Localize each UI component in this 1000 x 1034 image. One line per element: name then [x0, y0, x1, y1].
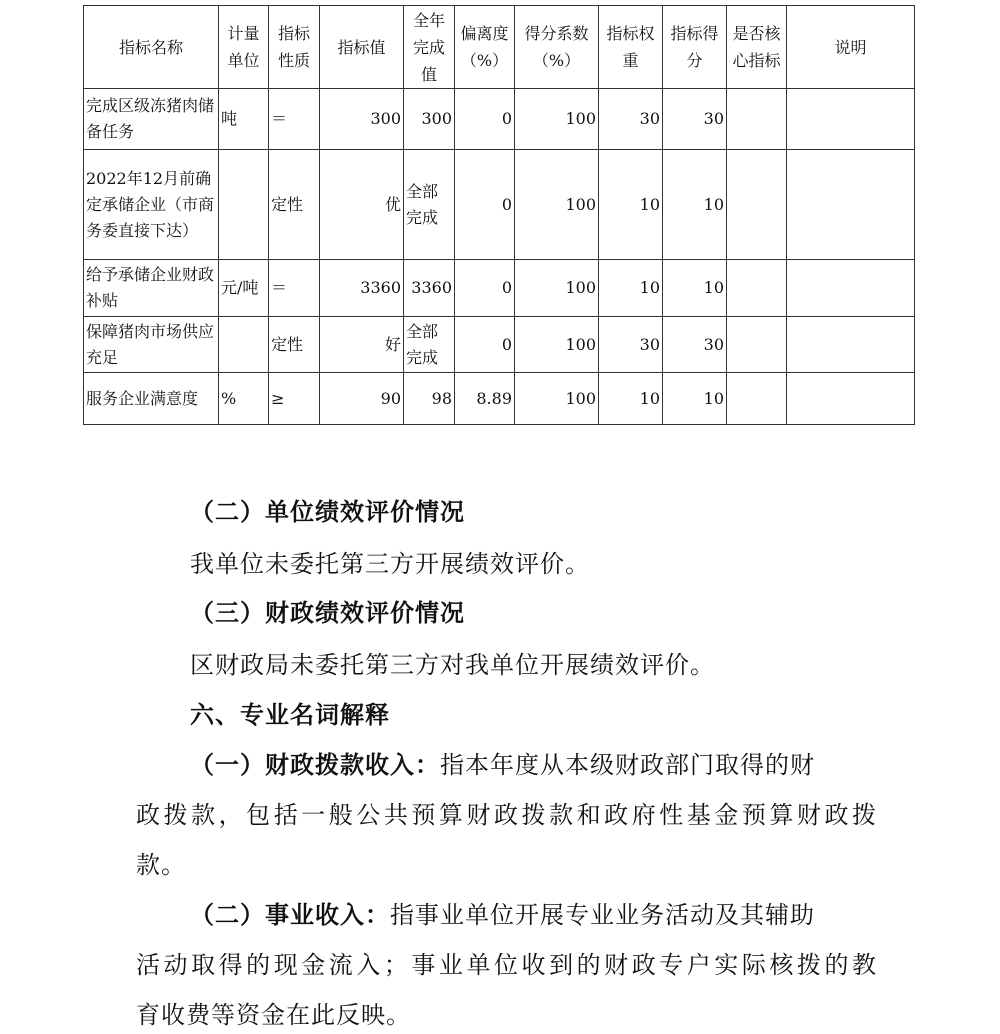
header-cell: 指标权重 [599, 6, 663, 89]
target-value-cell: 3360 [320, 260, 404, 317]
header-cell: 指标得分 [663, 6, 727, 89]
term-definition: 指事业单位开展专业业务活动及其辅助 [390, 901, 815, 929]
unit-cell: 吨 [219, 89, 269, 150]
note-cell [787, 317, 915, 373]
core-indicator-cell [727, 89, 787, 150]
table-row [84, 150, 915, 260]
core-indicator-cell [727, 150, 787, 260]
table-row [84, 260, 915, 317]
header-cell: 得分系数（%） [515, 6, 599, 89]
nature-cell: ＝ [269, 260, 320, 317]
unit-cell: 元/吨 [219, 260, 269, 317]
table-row [84, 317, 915, 373]
term-label: （一）财政拨款收入： [190, 750, 440, 779]
actual-value-cell: 98 [404, 373, 455, 425]
score-cell: 10 [663, 260, 727, 317]
note-cell [787, 260, 915, 317]
header-cell: 指标性质 [269, 6, 320, 89]
note-cell [787, 373, 915, 425]
note-cell [787, 150, 915, 260]
glossary-definition-line: 育收费等资金在此反映。 [136, 1001, 411, 1029]
glossary-definition-line: 款。 [136, 851, 186, 879]
core-indicator-cell [727, 260, 787, 317]
target-value-cell: 90 [320, 373, 404, 425]
glossary-term-fiscal-appropriation [190, 750, 815, 780]
score-cell: 10 [663, 150, 727, 260]
nature-cell: ≥ [269, 373, 320, 425]
actual-value-cell: 全部完成 [404, 150, 455, 260]
table-row [84, 373, 915, 425]
header-cell: 全年完成值 [404, 6, 455, 89]
core-indicator-cell [727, 373, 787, 425]
score-coefficient-cell: 100 [515, 317, 599, 373]
header-cell: 是否核心指标 [727, 6, 787, 89]
indicator-name-cell: 完成区级冻猪肉储备任务 [84, 89, 219, 150]
performance-table [83, 5, 915, 425]
section-body-fiscal-evaluation: 区财政局未委托第三方对我单位开展绩效评价。 [190, 651, 715, 679]
table-header-row [84, 6, 915, 89]
indicator-name-cell: 给予承储企业财政补贴 [84, 260, 219, 317]
target-value-cell: 好 [320, 317, 404, 373]
glossary-definition-line: 活动取得的现金流入；事业单位收到的财政专户实际核拨的教 [136, 951, 876, 979]
nature-cell: ＝ [269, 89, 320, 150]
actual-value-cell: 全部完成 [404, 317, 455, 373]
actual-value-cell: 300 [404, 89, 455, 150]
actual-value-cell: 3360 [404, 260, 455, 317]
note-cell [787, 89, 915, 150]
section-title-glossary: 六、专业名词解释 [190, 700, 390, 729]
target-value-cell: 300 [320, 89, 404, 150]
section-body-unit-evaluation: 我单位未委托第三方开展绩效评价。 [190, 550, 590, 578]
indicator-name-cell: 2022年12月前确定承储企业（市商务委直接下达） [84, 150, 219, 260]
score-cell: 30 [663, 89, 727, 150]
section-title-unit-evaluation: （二）单位绩效评价情况 [190, 497, 465, 526]
weight-cell: 30 [599, 89, 663, 150]
indicator-name-cell: 保障猪肉市场供应充足 [84, 317, 219, 373]
score-cell: 30 [663, 317, 727, 373]
glossary-definition-line: 政拨款，包括一般公共预算财政拨款和政府性基金预算财政拨 [136, 801, 876, 829]
term-definition: 指本年度从本级财政部门取得的财 [440, 751, 815, 779]
indicator-name-cell: 服务企业满意度 [84, 373, 219, 425]
header-cell: 指标名称 [84, 6, 219, 89]
score-coefficient-cell: 100 [515, 373, 599, 425]
weight-cell: 10 [599, 150, 663, 260]
weight-cell: 30 [599, 317, 663, 373]
weight-cell: 10 [599, 373, 663, 425]
deviation-cell: 8.89 [455, 373, 515, 425]
unit-cell [219, 150, 269, 260]
score-cell: 10 [663, 373, 727, 425]
table-row [84, 89, 915, 150]
score-coefficient-cell: 100 [515, 260, 599, 317]
header-cell: 说明 [787, 6, 915, 89]
deviation-cell: 0 [455, 89, 515, 150]
target-value-cell: 优 [320, 150, 404, 260]
weight-cell: 10 [599, 260, 663, 317]
nature-cell: 定性 [269, 317, 320, 373]
unit-cell: % [219, 373, 269, 425]
glossary-term-business-income [190, 900, 815, 930]
deviation-cell: 0 [455, 260, 515, 317]
unit-cell [219, 317, 269, 373]
score-coefficient-cell: 100 [515, 150, 599, 260]
score-coefficient-cell: 100 [515, 89, 599, 150]
nature-cell: 定性 [269, 150, 320, 260]
header-cell: 指标值 [320, 6, 404, 89]
deviation-cell: 0 [455, 150, 515, 260]
deviation-cell: 0 [455, 317, 515, 373]
header-cell: 偏离度（%） [455, 6, 515, 89]
section-title-fiscal-evaluation: （三）财政绩效评价情况 [190, 598, 465, 627]
header-cell: 计量单位 [219, 6, 269, 89]
term-label: （二）事业收入： [190, 900, 390, 929]
core-indicator-cell [727, 317, 787, 373]
